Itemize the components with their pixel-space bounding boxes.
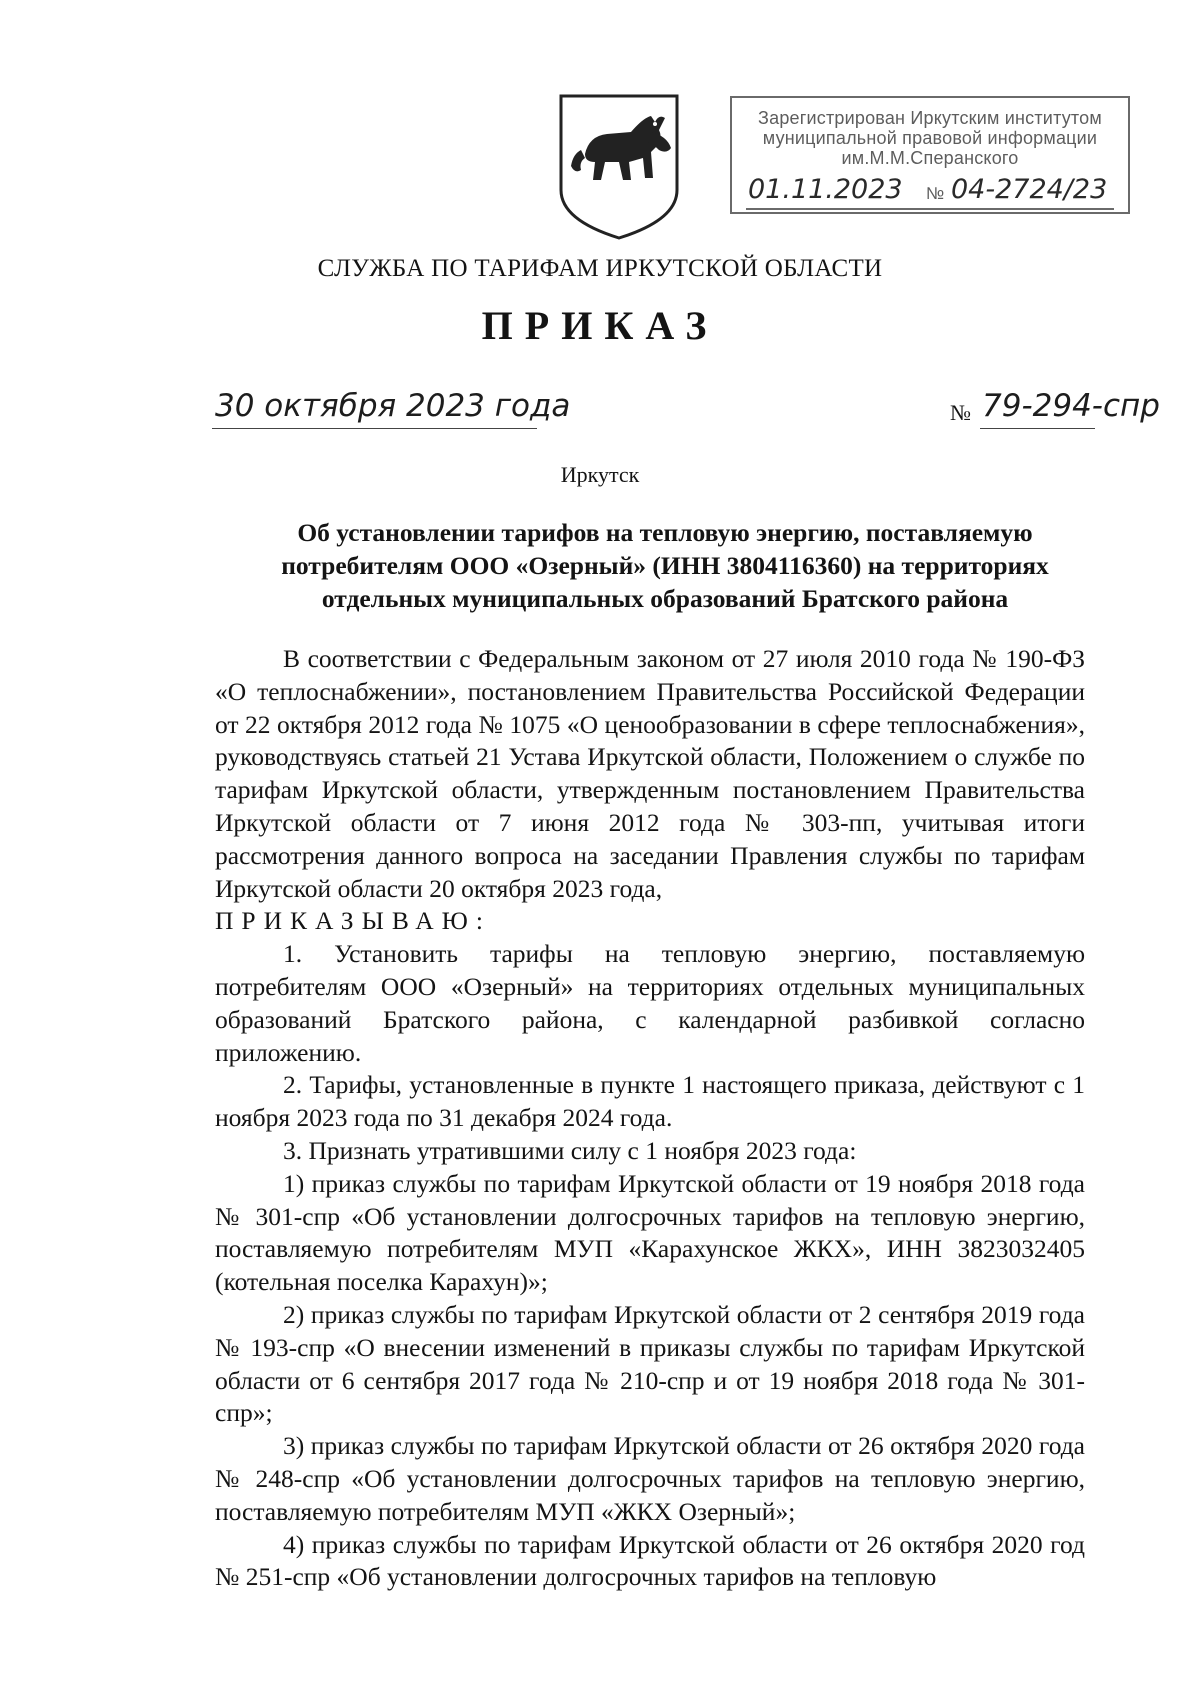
decree-word: ПРИКАЗЫВАЮ: bbox=[215, 906, 491, 936]
order-number: 79-294-спр bbox=[982, 388, 1160, 424]
date-underline bbox=[212, 428, 537, 429]
stamp-line: Зарегистрирован Иркутским институтом bbox=[758, 108, 1102, 128]
registration-stamp bbox=[730, 96, 1130, 214]
order-body bbox=[215, 643, 1085, 1594]
city: Иркутск bbox=[560, 462, 640, 487]
subclause-paragraph: 2) приказ службы по тарифам Иркутской области от 2 сентября 2019 года № 193-спр «О внесении изменений в приказы службы по тарифам Иркутской области от 6 сентября 2017 года № 210-спр и от 19 ноября 2018 года № 301-спр»; bbox=[215, 1299, 1085, 1428]
clause-paragraph: 2. Тарифы, установленные в пункте 1 настоящего приказа, действуют с 1 ноября 2023 года по 31 декабря 2024 года. bbox=[215, 1070, 1085, 1133]
order-number-label: № bbox=[950, 400, 971, 425]
subclause-paragraph: 4) приказ службы по тарифам Иркутской области от 26 октября 2020 год № 251-спр «Об установлении долгосрочных тарифов на тепловую bbox=[215, 1529, 1085, 1592]
clause-paragraph: 3. Признать утратившими силу с 1 ноября 2023 года: bbox=[283, 1135, 857, 1165]
clause-paragraph: 1. Установить тарифы на тепловую энергию, поставляемую потребителям ООО «Озерный» на территориях отдельных муниципальных образований Братского района, с календарной разбивкой согласно приложению. bbox=[215, 939, 1085, 1067]
coat-of-arms-icon bbox=[555, 92, 683, 240]
stamp-line: им.М.М.Сперанского bbox=[841, 148, 1019, 168]
order-date: 30 октября 2023 года bbox=[215, 388, 571, 424]
subject-line: отдельных муниципальных образований Братского района bbox=[321, 584, 1009, 613]
stamp-number-label: № bbox=[926, 184, 945, 203]
stamp-registration-number: 04-2724/23 bbox=[951, 174, 1108, 205]
stamp-registration-date: 01.11.2023 bbox=[748, 174, 903, 205]
subclause-paragraph: 3) приказ службы по тарифам Иркутской области от 26 октября 2020 года № 248-спр «Об установлении долгосрочных тарифов на тепловую энергию, поставляемую потребителям МУП «ЖКХ Озерный»; bbox=[215, 1431, 1085, 1526]
subject-line: Об установлении тарифов на тепловую энергию, поставляемую bbox=[297, 518, 1033, 547]
subclause-paragraph: 1) приказ службы по тарифам Иркутской области от 19 ноября 2018 года № 301-спр «Об установлении долгосрочных тарифов на тепловую энергию, поставляемую потребителям МУП «Карахунское ЖКХ», ИНН 3823032405 (котельная поселка Карахун)»; bbox=[215, 1168, 1085, 1297]
preamble-paragraph: В соответствии с Федеральным законом от 27 июля 2010 года № 190-ФЗ «О теплоснабжении», постановлением Правительства Российской Федерации от 22 октября 2012 года № 1075 «О ценообразовании в сфере теплоснабжения», руководствуясь статьей 21 Устава Иркутской области, Положением о службе по тарифам Иркутской области, утвержденным постановлением Правительства Иркутской области от 7 июня 2012 года № 303-пп, учитывая итоги рассмотрения данного вопроса на заседании Правления службы по тарифам Иркутской области 20 октября 2023 года, bbox=[215, 644, 1085, 903]
stamp-registration-row bbox=[746, 174, 1114, 210]
stamp-line: муниципальной правовой информации bbox=[762, 128, 1098, 148]
subject-line: потребителям ООО «Озерный» (ИНН 3804116360) на территориях bbox=[281, 551, 1049, 580]
agency-name: СЛУЖБА ПО ТАРИФАМ ИРКУТСКОЙ ОБЛАСТИ bbox=[317, 255, 883, 282]
number-underline bbox=[980, 428, 1095, 429]
order-subject bbox=[215, 516, 1115, 615]
document-type-title: ПРИКАЗ bbox=[481, 303, 719, 348]
